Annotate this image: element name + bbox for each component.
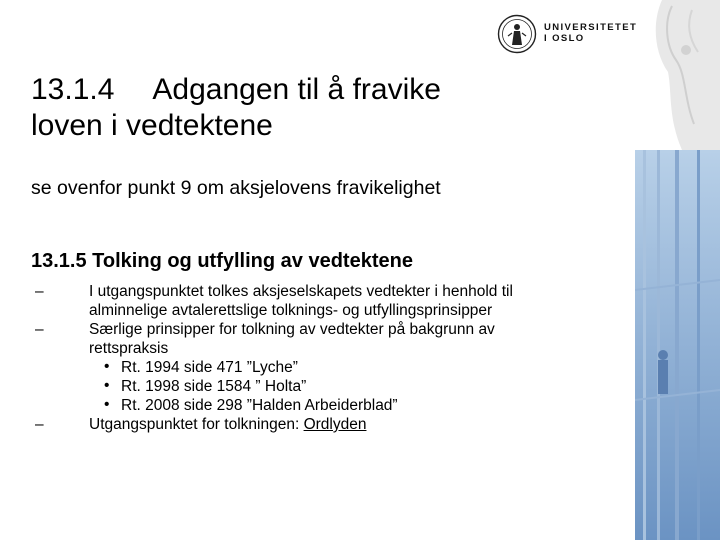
logo-line-2: I OSLO <box>544 33 585 44</box>
case-item <box>31 396 621 415</box>
list-item <box>31 415 621 434</box>
decorative-image-strip <box>635 150 720 540</box>
list-item <box>31 282 621 320</box>
bullet-marker: • <box>104 377 110 394</box>
statue-head-image <box>642 0 720 150</box>
list-item-text: Utgangspunktet for tolkningen: <box>89 416 304 433</box>
list-item <box>31 320 621 358</box>
intro-text: se ovenfor punkt 9 om aksjelovens fravikelighet <box>31 177 441 199</box>
dash-marker: – <box>35 321 44 338</box>
university-logo <box>497 12 647 56</box>
list-item-line: I utgangspunktet tolkes aksjeselskapets vedtekter i henhold til <box>89 283 513 300</box>
page-title <box>31 72 611 144</box>
underlined-term: Ordlyden <box>303 416 367 433</box>
list-item-line: Særlige prinsipper for tolkning av vedtekter på bakgrunn av <box>89 321 495 338</box>
list-item-line: alminnelige avtalerettslige tolknings- og utfyllingsprinsipper <box>89 302 493 319</box>
case-text: Rt. 1994 side 471 ”Lyche” <box>121 359 298 376</box>
section-heading: 13.1.5 Tolking og utfylling av vedtektene <box>31 250 413 272</box>
title-number: 13.1.4 <box>31 73 115 106</box>
bullet-marker: • <box>104 396 110 413</box>
dash-marker: – <box>35 283 44 300</box>
bullet-list <box>31 282 621 434</box>
logo-line-1: UNIVERSITETET <box>544 22 638 33</box>
title-text: Adgangen til å fravike <box>152 73 441 106</box>
list-item-line: rettspraksis <box>89 340 169 357</box>
title-line-2: loven i vedtektene <box>31 109 273 142</box>
university-seal-icon <box>497 12 537 56</box>
case-item <box>31 358 621 377</box>
bullet-marker: • <box>104 358 110 375</box>
dash-marker: – <box>35 416 44 433</box>
case-item <box>31 377 621 396</box>
case-text: Rt. 2008 side 298 ”Halden Arbeiderblad” <box>121 397 398 414</box>
case-text: Rt. 1998 side 1584 ” Holta” <box>121 378 307 395</box>
